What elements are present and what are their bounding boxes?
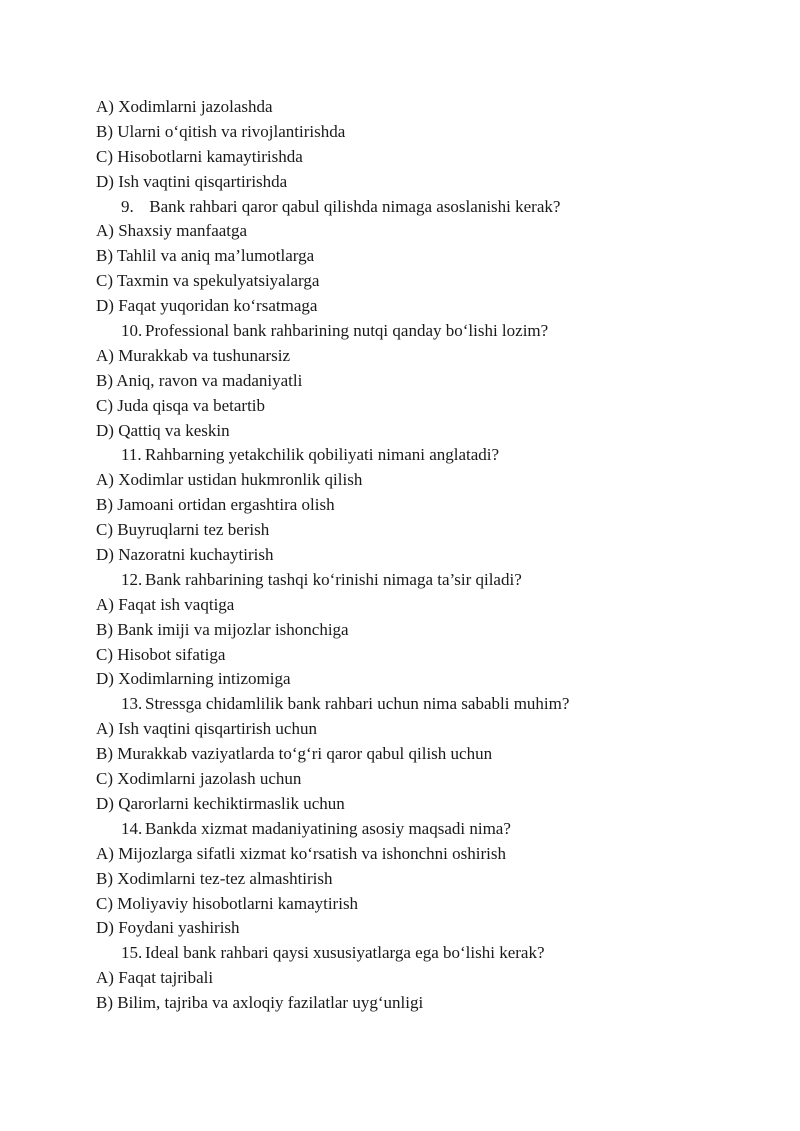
answer-option: B) Murakkab vaziyatlarda to‘g‘ri qaror qabul qilish uchun <box>96 744 493 764</box>
answer-option: D) Qattiq va keskin <box>96 420 230 440</box>
question-15 <box>96 941 736 966</box>
answer-option: C) Xodimlarni jazolash uchun <box>96 769 302 789</box>
question-text: Professional bank rahbarining nutqi qanday bo‘lishi lozim? <box>145 321 549 341</box>
answer-option: A) Faqat tajribali <box>96 968 214 988</box>
answer-option: B) Xodimlarni tez-tez almashtirish <box>96 868 333 888</box>
answer-option: D) Foydani yashirish <box>96 918 240 938</box>
answer-option: D) Nazoratni kuchaytirish <box>96 545 274 565</box>
question-text: Bank rahbarining tashqi ko‘rinishi nimaga ta’sir qiladi? <box>145 569 522 589</box>
answer-option: C) Taxmin va spekulyatsiyalarga <box>96 271 320 291</box>
question-12 <box>96 568 736 593</box>
answer-option: C) Moliyaviy hisobotlarni kamaytirish <box>96 893 359 913</box>
question-number: 10. <box>121 321 143 341</box>
answer-option: C) Juda qisqa va betartib <box>96 395 266 415</box>
answer-option: A) Xodimlar ustidan hukmronlik qilish <box>96 470 363 490</box>
answer-option: B) Aniq, ravon va madaniyatli <box>96 370 303 390</box>
question-number: 9. <box>121 196 134 216</box>
question-13 <box>96 692 736 717</box>
answer-option: D) Xodimlarning intizomiga <box>96 669 291 689</box>
question-number: 12. <box>121 569 143 589</box>
answer-option: A) Xodimlarni jazolashda <box>96 97 273 116</box>
question-text: Bankda xizmat madaniyatining asosiy maqsadi nima? <box>145 818 511 838</box>
question-text: Stressga chidamlilik bank rahbari uchun nima sababli muhim? <box>145 694 570 714</box>
answer-option: B) Jamoani ortidan ergashtira olish <box>96 495 335 515</box>
question-10 <box>96 319 736 344</box>
question-9 <box>96 195 736 220</box>
question-11 <box>96 443 736 468</box>
question-number: 14. <box>121 818 143 838</box>
answer-option: C) Hisobotlarni kamaytirishda <box>96 146 303 166</box>
answer-option: A) Mijozlarga sifatli xizmat ko‘rsatish va ishonchni oshirish <box>96 843 506 863</box>
answer-option: D) Faqat yuqoridan ko‘rsatmaga <box>96 296 318 316</box>
answer-option: A) Murakkab va tushunarsiz <box>96 345 291 365</box>
answer-option: C) Buyruqlarni tez berish <box>96 520 270 540</box>
answer-option: D) Ish vaqtini qisqartirishda <box>96 171 288 191</box>
answer-option: B) Bank imiji va mijozlar ishonchiga <box>96 619 349 639</box>
answer-option: A) Ish vaqtini qisqartirish uchun <box>96 719 317 739</box>
answer-option: C) Hisobot sifatiga <box>96 644 226 664</box>
answer-option: A) Faqat ish vaqtiga <box>96 594 235 614</box>
answer-option: B) Tahlil va aniq ma’lumotlarga <box>96 246 315 266</box>
answer-option: D) Qarorlarni kechiktirmaslik uchun <box>96 793 345 813</box>
quiz-content <box>96 95 736 1016</box>
question-text: Rahbarning yetakchilik qobiliyati nimani anglatadi? <box>145 445 500 465</box>
question-14 <box>96 817 736 842</box>
answer-option: B) Ularni o‘qitish va rivojlantirishda <box>96 121 346 141</box>
question-number: 15. <box>121 943 143 963</box>
answer-option: A) Shaxsiy manfaatga <box>96 221 248 241</box>
question-text: Bank rahbari qaror qabul qilishda nimaga asoslanishi kerak? <box>145 196 561 216</box>
question-text: Ideal bank rahbari qaysi xususiyatlarga ega bo‘lishi kerak? <box>145 943 545 963</box>
question-number: 13. <box>121 694 143 714</box>
question-number: 11. <box>121 445 142 465</box>
answer-option: B) Bilim, tajriba va axloqiy fazilatlar uyg‘unligi <box>96 993 424 1013</box>
